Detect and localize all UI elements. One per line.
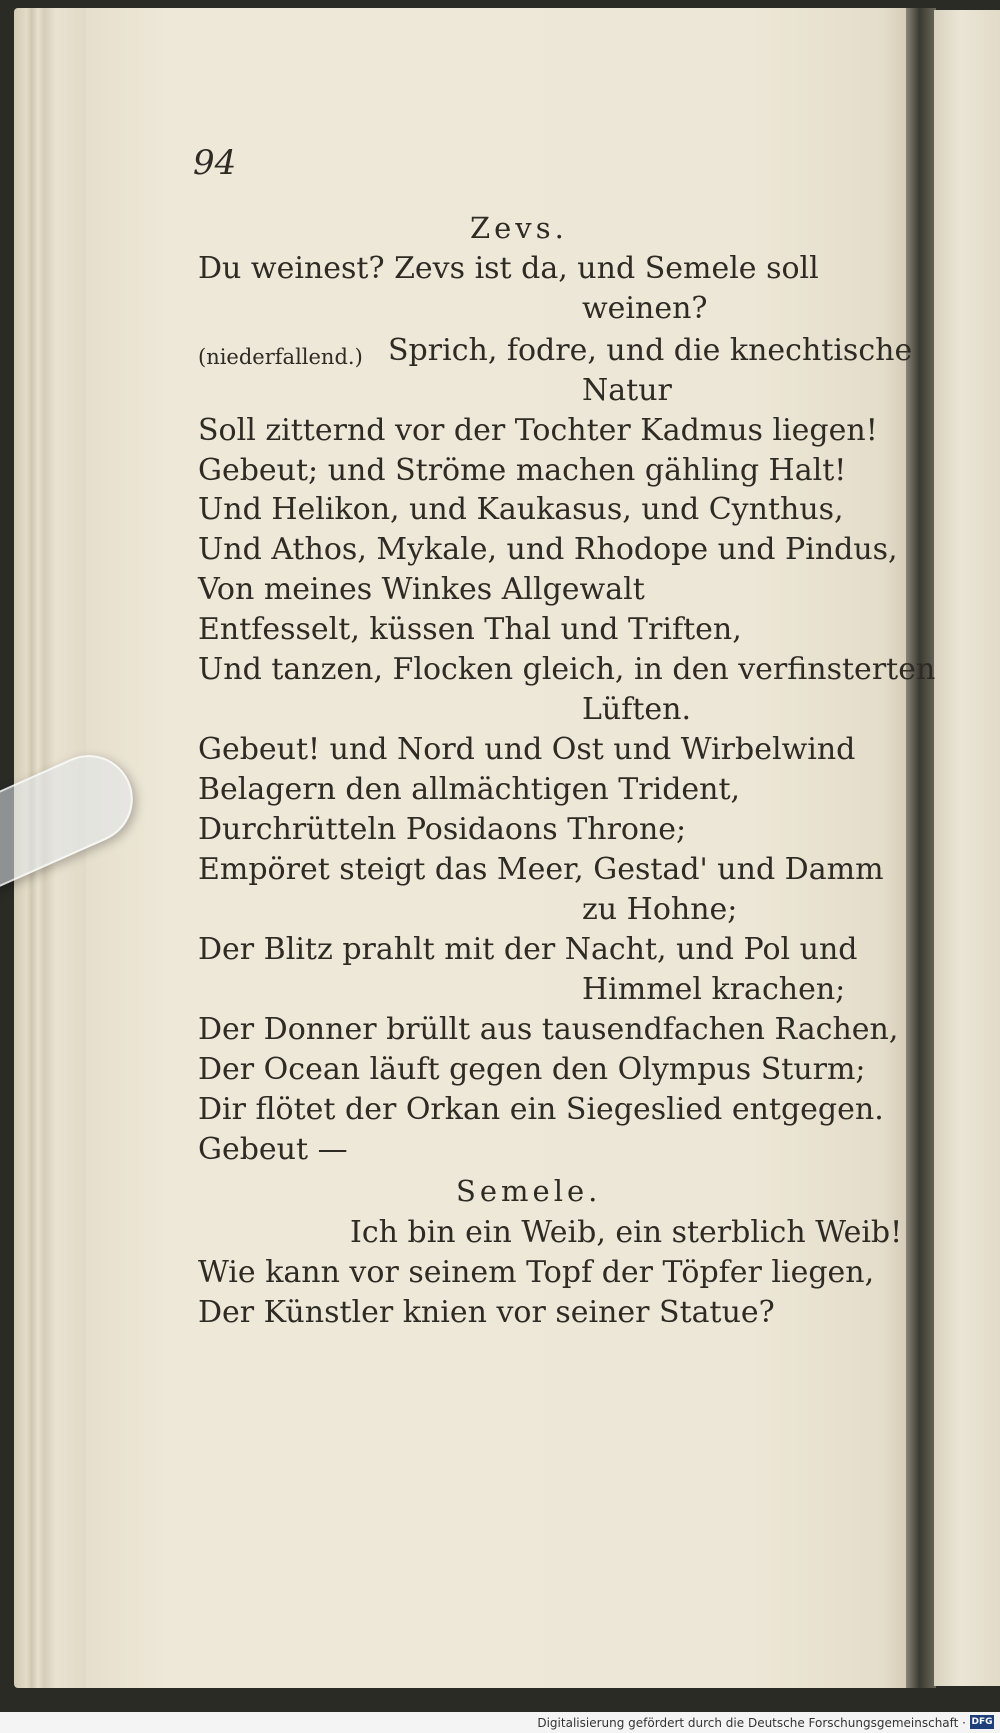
verse-line: Wie kann vor seinem Topf der Töpfer liegen,	[198, 1255, 875, 1290]
verse-line: Natur	[582, 373, 672, 408]
verse-line: Gebeut! und Nord und Ost und Wirbelwind	[198, 732, 856, 767]
page-number: 94	[193, 143, 237, 183]
verse-line: zu Hohne;	[582, 892, 738, 927]
speaker-name: Semele.	[456, 1174, 602, 1208]
dfg-logo: DFG	[971, 1717, 993, 1727]
verse-line: Der Ocean läuft gegen den Olympus Sturm;	[198, 1052, 866, 1087]
verse-line: Der Donner brüllt aus tausendfachen Rachen,	[198, 1012, 899, 1047]
verse-line: Der Blitz prahlt mit der Nacht, und Pol und	[198, 932, 858, 967]
verse-line: Belagern den allmächtigen Trident,	[198, 772, 741, 807]
verse-line: Dir flötet der Orkan ein Siegeslied entgegen.	[198, 1092, 884, 1127]
verse-line: Soll zitternd vor der Tochter Kadmus liegen!	[198, 413, 878, 448]
verse-line: Und Athos, Mykale, und Rhodope und Pindus,	[198, 532, 898, 567]
verse-line: weinen?	[582, 291, 708, 326]
verse-line: Lüften.	[582, 692, 692, 727]
speaker-name: Zevs.	[470, 211, 568, 245]
book-gutter	[906, 8, 936, 1688]
verse-line: Von meines Winkes Allgewalt	[198, 572, 645, 607]
verse-line: Gebeut; und Ströme machen gähling Halt!	[198, 453, 847, 488]
verse-line: Empöret steigt das Meer, Gestad' und Damm	[198, 852, 884, 887]
verse-line: Sprich, fodre, und die knechtische	[388, 333, 913, 368]
verse-line: Ich bin ein Weib, ein sterblich Weib!	[350, 1215, 903, 1250]
verse-line: Durchrütteln Posidaons Throne;	[198, 812, 687, 847]
verse-line: Und Helikon, und Kaukasus, und Cynthus,	[198, 492, 844, 527]
verse-line: Und tanzen, Flocken gleich, in den verfinsterten	[198, 652, 936, 687]
verse-line: Gebeut —	[198, 1132, 348, 1167]
funding-credit: Digitalisierung gefördert durch die Deutsche Forschungsgemeinschaft ·	[537, 1716, 966, 1730]
stage-direction: (niederfallend.)	[198, 345, 363, 369]
facing-page-edge	[934, 10, 1000, 1686]
verse-line: Der Künstler knien vor seiner Statue?	[198, 1295, 775, 1330]
verse-line: Entfesselt, küssen Thal und Triften,	[198, 612, 742, 647]
verse-line: Himmel krachen;	[582, 972, 846, 1007]
verse-line: Du weinest? Zevs ist da, und Semele soll	[198, 251, 819, 286]
